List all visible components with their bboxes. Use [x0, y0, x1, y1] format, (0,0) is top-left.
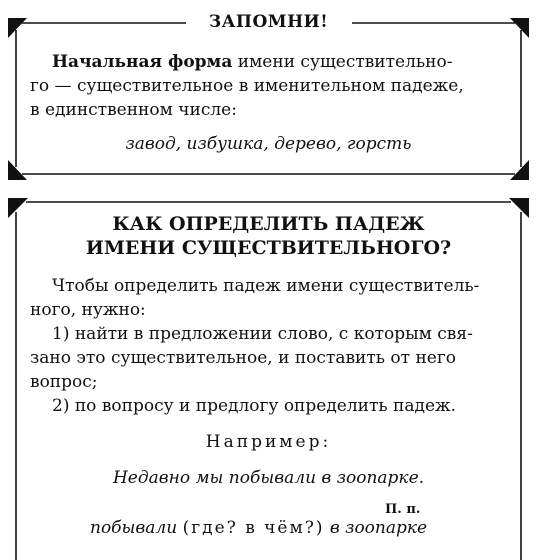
analysis-question: (где? в чём?) — [182, 518, 325, 538]
intro-line-1: Чтобы определить падеж имени существитель- — [52, 276, 480, 296]
example-label: Например: — [205, 432, 332, 452]
definition-example: завод, избушка, дерево, горсть — [125, 134, 412, 154]
step-1-line-3: вопрос; — [30, 372, 98, 392]
case-title-line-1: КАК ОПРЕДЕЛИТЬ ПАДЕЖ — [112, 213, 425, 235]
rule-box-case — [0, 190, 537, 560]
case-abbreviation: П. п. — [385, 502, 421, 517]
step-1-line-1: 1) найти в предложении слово, с которым свя- — [52, 324, 473, 344]
rule-box-remember — [0, 0, 537, 185]
definition-line-2: го — существительное в именительном падеже, — [30, 76, 464, 96]
definition-line-3: в единственном числе: — [30, 100, 237, 120]
step-2: 2) по вопросу и предлогу определить падеж. — [52, 396, 457, 416]
intro-line-2: ного, нужно: — [30, 300, 146, 320]
definition-line-1-rest: имени существительно- — [232, 52, 453, 72]
example-sentence: Недавно мы побывали в зоопарке. — [112, 468, 425, 488]
definition-term: Начальная форма — [52, 52, 233, 72]
remember-header: ЗАПОМНИ! — [208, 12, 329, 32]
example-analysis — [90, 516, 427, 540]
analysis-verb: побывали — [90, 518, 178, 538]
definition-line-1 — [52, 50, 452, 74]
analysis-noun: в зоопарке — [329, 518, 428, 538]
step-1-line-2: зано это существительное, и поставить от него — [30, 348, 457, 368]
case-title-line-2: ИМЕНИ СУЩЕСТВИТЕЛЬНОГО? — [85, 237, 452, 259]
